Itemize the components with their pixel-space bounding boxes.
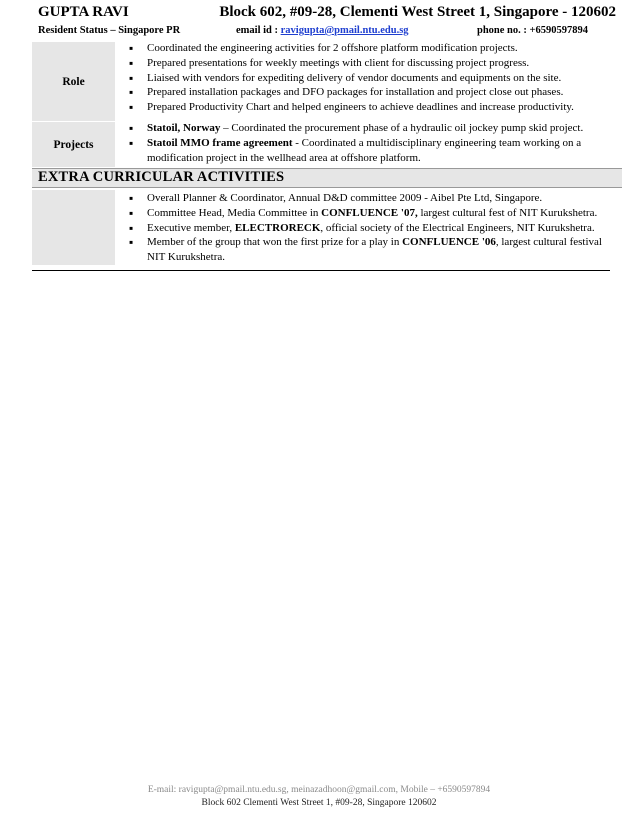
list-item: ▪ Coordinated the engineering activities for 2 offshore platform modification projects. [129,41,618,56]
section-title: EXTRA CURRICULAR ACTIVITIES [38,169,285,185]
section-divider [32,270,610,271]
email-label: email id : [236,25,281,36]
list-item: ▪ Liaised with vendors for expediting delivery of vendor documents and equipments on the site. [129,71,618,86]
header-line-1 [38,4,616,24]
phone-number: phone no. : +6590597894 [477,25,588,36]
project-desc: – Coordinated the procurement phase of a hydraulic oil jockey pump skid project. [220,122,584,134]
resident-status: Resident Status – Singapore PR [38,25,181,36]
footer-address: Block 602 Clementi West Street 1, #09-28, Singapore 120602 [201,798,437,808]
role-label: Role [32,41,115,121]
item-text: Member of the group that won the first prize for a play in [147,236,403,249]
email-link[interactable]: ravigupta@pmail.ntu.edu.sg [280,25,409,36]
extra-curricular-heading-bar [32,168,622,188]
list-item: ▪ Prepared presentations for weekly meetings with client for discussing project progress. [129,56,618,71]
list-item [129,235,618,265]
page-footer [0,784,638,810]
email-info [236,25,409,36]
extra-list [129,191,618,265]
item-text: , official society of the Electrical Engineers, NIT Kurukshetra. [320,221,595,234]
candidate-name: GUPTA RAVI [38,4,129,20]
list-item [129,121,618,136]
item-bold: CONFLUENCE '07, [321,206,418,219]
extra-label-cell [32,189,115,265]
list-item [129,191,618,206]
list-item [129,206,618,221]
projects-content [115,121,622,167]
project-name: Statoil, Norway [147,122,221,134]
header-address: Block 602, #09-28, Clementi West Street 1, Singapore - 120602 [219,4,616,20]
list-item [129,221,618,236]
role-list [129,41,618,115]
extra-content [115,189,622,265]
item-text: Committee Head, Media Committee in [147,206,322,219]
list-item: ▪ Prepared installation packages and DFO packages for installation and project close out phases. [129,85,618,100]
projects-row [32,121,622,167]
extra-curricular-table [32,189,622,265]
extra-row [32,189,622,265]
role-row [32,41,622,121]
item-text: Executive member, [147,221,235,234]
project-name: Statoil MMO frame agreement [147,136,293,149]
header-line-2 [38,25,616,39]
role-content [115,41,622,121]
projects-list [129,121,618,165]
project-desc: - Coordinated a multidisciplinary engineering team working on a modification project in the wellhead area at offshore platform. [147,136,582,164]
item-text: largest cultural fest of NIT Kurukshetra. [417,206,598,219]
list-item [129,136,618,166]
item-text: Overall Planner & Coordinator, Annual D&D committee 2009 - Aibel Pte Ltd, Singapore. [147,192,543,204]
item-bold: CONFLUENCE '06 [402,236,496,249]
item-text: , largest cultural festival NIT Kurukshetra. [147,236,602,264]
experience-table [32,41,622,167]
projects-label: Projects [32,121,115,167]
item-bold: ELECTRORECK [234,221,321,234]
footer-contact: E-mail: ravigupta@pmail.ntu.edu.sg, meinazadhoon@gmail.com, Mobile – +6590597894 [147,785,491,795]
list-item: ▪ Prepared Productivity Chart and helped engineers to achieve deadlines and increase productivity. [129,100,618,115]
